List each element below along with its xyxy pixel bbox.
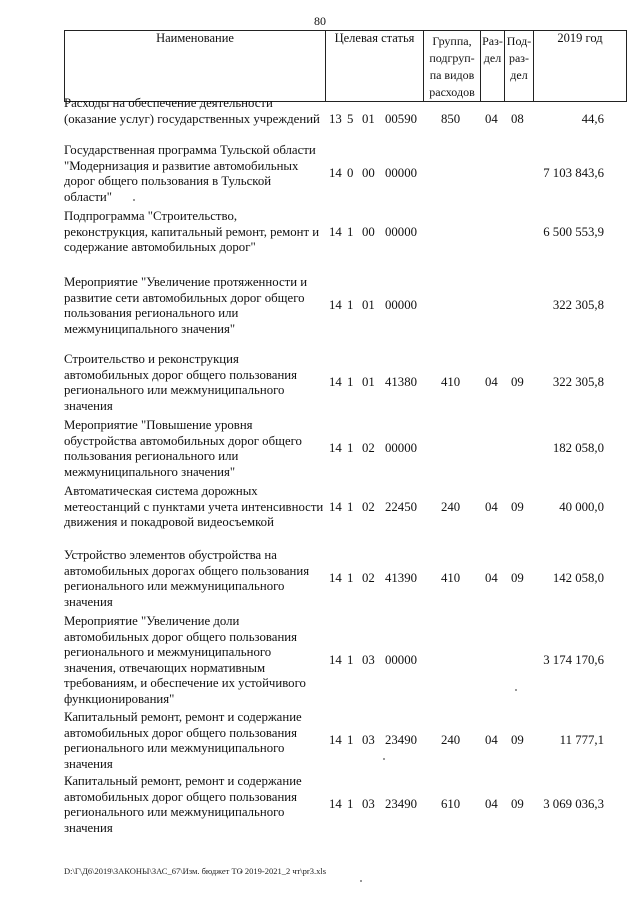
expense-group: 410	[441, 571, 461, 585]
code-part-4: 00000	[385, 653, 417, 667]
code-part-2: 5	[347, 111, 354, 126]
subsection: 09	[511, 797, 524, 811]
scan-speck	[383, 758, 385, 760]
row-name	[64, 548, 326, 610]
scan-speck	[360, 880, 362, 882]
code-part-1: 13	[329, 111, 342, 126]
row-name-line: Устройство элементов обустройства на	[64, 548, 277, 562]
code-part-2: 1	[347, 653, 354, 667]
amount-2019: 40 000,0	[559, 500, 604, 514]
code-part-1: 14	[329, 441, 342, 455]
row-name-line: регионального или межмуниципального	[64, 805, 285, 820]
header-name: Наименование	[65, 31, 326, 102]
scan-speck	[133, 199, 135, 201]
code-part-2: 1	[347, 733, 354, 747]
scan-speck	[515, 689, 517, 691]
page-number: 80	[314, 14, 326, 28]
subsection: 08	[511, 111, 524, 126]
row-name	[64, 614, 326, 708]
row-name-line: Строительство и реконструкция	[64, 352, 239, 366]
section: 04	[485, 571, 498, 585]
header-target: Целевая статья	[326, 31, 424, 102]
row-name-line: Расходы на обеспечение деятельности	[64, 96, 273, 110]
row-name-line: значения	[64, 820, 113, 835]
code-part-4: 00000	[385, 166, 417, 180]
row-name-line: метеостанций с пунктами учета интенсивности	[64, 499, 324, 514]
row-name-line: обустройства автомобильных дорог общего	[64, 433, 302, 448]
expense-group: 850	[441, 111, 461, 126]
row-name-line: автомобильных дорог общего пользования	[64, 725, 298, 740]
code-part-4: 00000	[385, 441, 417, 455]
header-group-line: Группа,	[432, 34, 472, 48]
code-part-2: 1	[347, 298, 354, 312]
row-name-line: Мероприятие "Увеличение протяженности и	[64, 275, 308, 289]
amount-2019: 3 174 170,6	[543, 653, 604, 667]
row-name	[64, 275, 326, 337]
row-name-line: содержание автомобильных дорог"	[64, 240, 256, 255]
expense-group: 410	[441, 375, 461, 389]
amount-2019: 44,6	[581, 111, 604, 126]
code-part-1: 14	[329, 571, 342, 585]
table-header	[64, 30, 627, 102]
code-part-2: 1	[347, 500, 354, 514]
code-part-2: 0	[347, 166, 354, 180]
header-year: 2019 год	[534, 31, 627, 102]
code-part-4: 23490	[385, 797, 417, 811]
amount-2019: 11 777,1	[559, 733, 604, 747]
amount-2019: 7 103 843,6	[543, 166, 604, 180]
row-name-line: автомобильных дорог общего пользования	[64, 789, 298, 804]
expense-group: 610	[441, 797, 461, 811]
file-path-footer: D:\Г\Д6\2019\ЗАКОНЫ\ЗАС_67\Изм. бюджет ТО 2019-2021_2 чт\pr3.xls	[64, 866, 327, 876]
code-part-3: 03	[362, 797, 375, 811]
code-part-3: 01	[362, 375, 375, 389]
row-name-line: автомобильных дорог общего пользования	[64, 629, 298, 644]
header-section-line: Раз-	[482, 34, 503, 48]
code-part-3: 02	[362, 500, 375, 514]
row-name	[64, 774, 326, 836]
code-part-2: 1	[347, 797, 354, 811]
row-name-line: Автоматическая система дорожных	[64, 484, 258, 498]
row-name-line: межмуниципального значения"	[64, 321, 236, 336]
code-part-1: 14	[329, 298, 342, 312]
code-part-3: 02	[362, 441, 375, 455]
header-section	[481, 31, 505, 102]
code-part-1: 14	[329, 797, 342, 811]
row-name	[64, 484, 326, 531]
code-part-1: 14	[329, 653, 342, 667]
code-part-4: 00000	[385, 225, 417, 239]
code-part-1: 14	[329, 225, 342, 239]
row-name-line: требованиям, и обеспечение их устойчивого	[64, 676, 306, 691]
row-name-line: значения	[64, 594, 113, 609]
code-part-4: 00000	[385, 298, 417, 312]
section: 04	[485, 111, 498, 126]
header-group-line: расходов	[429, 85, 475, 99]
expense-group: 240	[441, 733, 461, 747]
code-part-2: 1	[347, 571, 354, 585]
code-part-3: 00	[362, 225, 375, 239]
row-name-line: дорог общего пользования в Тульской	[64, 174, 272, 189]
subsection: 09	[511, 733, 524, 747]
row-name-line: пользования регионального или	[64, 306, 239, 321]
row-name-line: автомобильных дорог общего пользования	[64, 367, 298, 382]
code-part-4: 22450	[385, 500, 417, 514]
row-name	[64, 143, 326, 205]
row-name-line: "Модернизация и развитие автомобильных	[64, 158, 299, 173]
code-part-2: 1	[347, 225, 354, 239]
amount-2019: 142 058,0	[552, 571, 604, 585]
subsection: 09	[511, 500, 524, 514]
row-name-line: движения и покадровой видеосъемкой	[64, 515, 274, 530]
row-name-line: Мероприятие "Повышение уровня	[64, 418, 253, 432]
code-part-4: 41380	[385, 375, 417, 389]
row-name	[64, 209, 326, 256]
code-part-3: 01	[362, 298, 375, 312]
row-name-line: пользования регионального или	[64, 449, 239, 464]
code-part-1: 14	[329, 166, 342, 180]
row-name-line: Государственная программа Тульской области	[64, 143, 316, 157]
code-part-2: 1	[347, 441, 354, 455]
header-section-line: дел	[483, 51, 502, 65]
row-name-line: функционирования"	[64, 691, 175, 706]
row-name-line: значения, отвечающих нормативным	[64, 660, 266, 675]
header-subsection	[505, 31, 534, 102]
row-name-line: области"	[64, 189, 113, 204]
code-part-4: 41390	[385, 571, 417, 585]
row-name-line: значения	[64, 756, 113, 771]
amount-2019: 6 500 553,9	[543, 225, 604, 239]
code-part-4: 00590	[385, 111, 417, 126]
amount-2019: 322 305,8	[552, 375, 604, 389]
row-name-line: регионального или межмуниципального	[64, 383, 285, 398]
row-name-line: Мероприятие "Увеличение доли	[64, 614, 240, 628]
row-name-line: регионального и межмуниципального	[64, 645, 272, 660]
row-name-line: значения	[64, 398, 113, 413]
row-name-line: реконструкция, капитальный ремонт, ремонт и	[64, 224, 320, 239]
code-part-1: 14	[329, 500, 342, 514]
row-name-line: регионального или межмуниципального	[64, 741, 285, 756]
header-group	[424, 31, 481, 102]
code-part-3: 03	[362, 733, 375, 747]
amount-2019: 3 069 036,3	[543, 797, 604, 811]
subsection: 09	[511, 375, 524, 389]
row-name-line: (оказание услуг) государственных учреждений	[64, 111, 320, 126]
row-name-line: автомобильных дорогах общего пользования	[64, 563, 310, 578]
row-name	[64, 96, 326, 127]
code-part-3: 01	[362, 111, 375, 126]
section: 04	[485, 797, 498, 811]
section: 04	[485, 500, 498, 514]
amount-2019: 322 305,8	[552, 298, 604, 312]
code-part-3: 03	[362, 653, 375, 667]
code-part-3: 02	[362, 571, 375, 585]
header-group-line: па видов	[429, 68, 475, 82]
header-group-line: подгруп-	[429, 51, 475, 65]
header-subsection-line: дел	[510, 68, 528, 82]
header-subsection-line: раз-	[508, 51, 530, 65]
row-name-line: межмуниципального значения"	[64, 464, 236, 479]
section: 04	[485, 733, 498, 747]
row-name-line: Капитальный ремонт, ремонт и содержание	[64, 774, 302, 788]
row-name	[64, 710, 326, 772]
row-name-line: развитие сети автомобильных дорог общего	[64, 290, 305, 305]
section: 04	[485, 375, 498, 389]
expense-group: 240	[441, 500, 461, 514]
row-name-line: Капитальный ремонт, ремонт и содержание	[64, 710, 302, 724]
code-part-2: 1	[347, 375, 354, 389]
code-part-1: 14	[329, 733, 342, 747]
row-name-line: регионального или межмуниципального	[64, 579, 285, 594]
amount-2019: 182 058,0	[552, 441, 604, 455]
row-name	[64, 352, 326, 414]
code-part-1: 14	[329, 375, 342, 389]
subsection: 09	[511, 571, 524, 585]
header-subsection-line: Под-	[506, 34, 532, 48]
row-name	[64, 418, 326, 480]
code-part-4: 23490	[385, 733, 417, 747]
code-part-3: 00	[362, 166, 375, 180]
row-name-line: Подпрограмма "Строительство,	[64, 209, 238, 223]
